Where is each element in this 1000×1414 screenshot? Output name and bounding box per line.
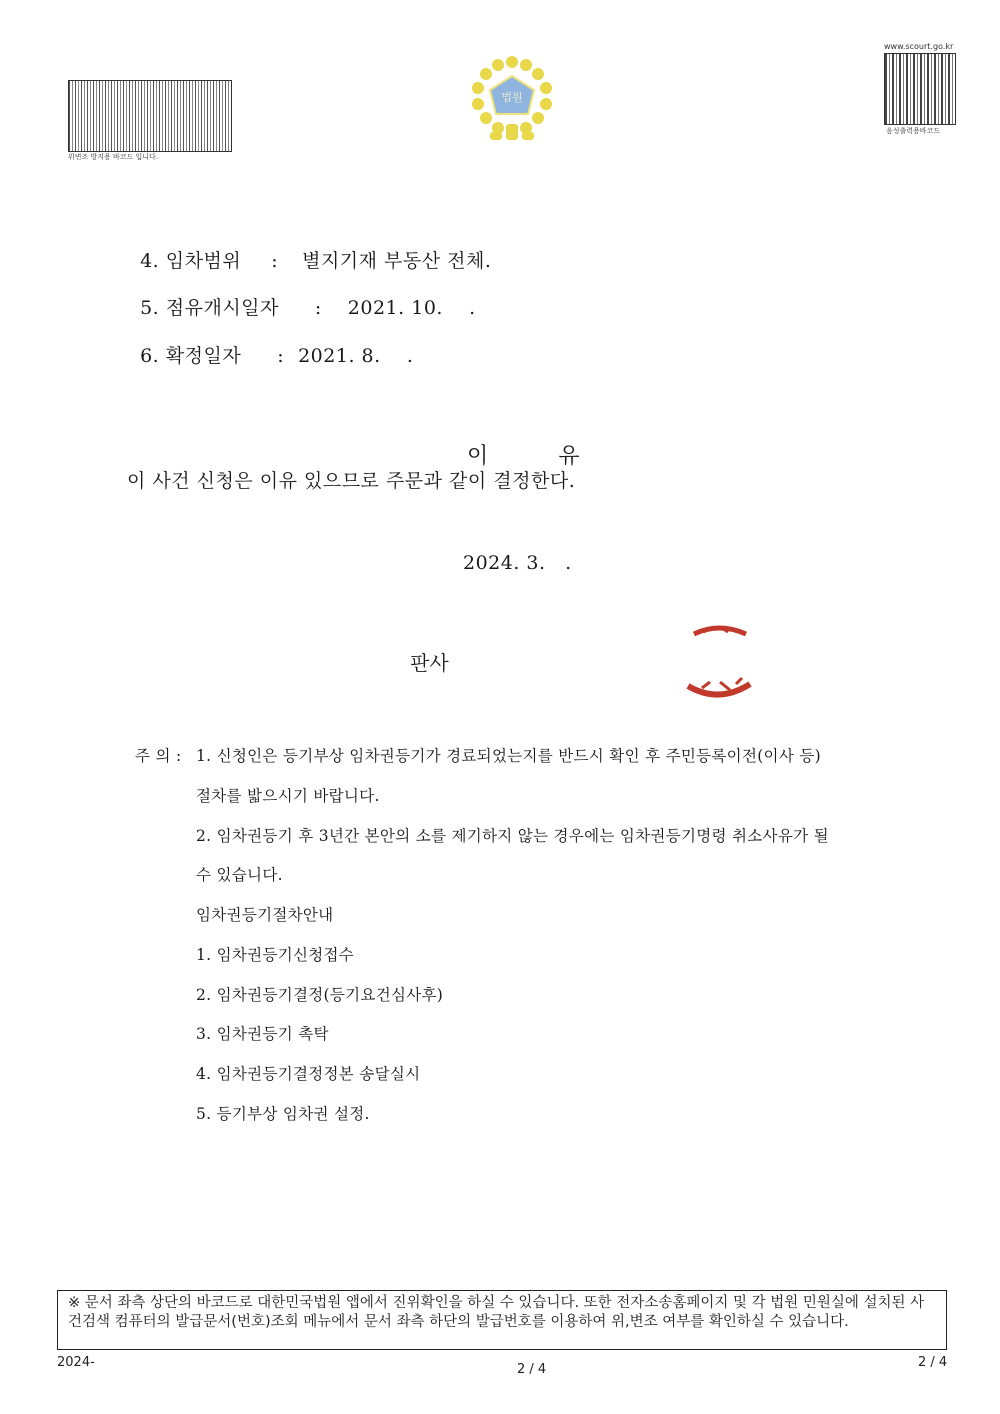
court-seal bbox=[684, 622, 754, 702]
notice-line: 임차권등기절차안내 bbox=[196, 906, 334, 924]
detail-sep: : bbox=[314, 297, 322, 319]
detail-sep: : bbox=[271, 250, 279, 272]
notice-line: 4. 임차권등기결정정본 송달실시 bbox=[196, 1065, 421, 1083]
emblem-text: 법원 bbox=[501, 91, 523, 104]
notice-line: 절차를 밟으시기 바랍니다. bbox=[196, 787, 380, 805]
decision-date: 2024. 3. . bbox=[463, 552, 572, 574]
detail-lease-scope bbox=[127, 224, 491, 273]
detail-value: 2021. 8. . bbox=[298, 345, 414, 367]
barcode-caption: 위변조 방지용 바코드 입니다. bbox=[68, 153, 159, 161]
notice-line: 1. 신청인은 등기부상 임차권등기가 경료되었는지를 반드시 확인 후 주민등록이전(이사 등) bbox=[196, 747, 821, 765]
notice-line: 수 있습니다. bbox=[196, 866, 283, 884]
page-number-right: 2 / 4 bbox=[918, 1355, 948, 1370]
notice-line: 5. 등기부상 임차권 설정. bbox=[196, 1105, 370, 1123]
detail-value: 별지기재 부동산 전체. bbox=[302, 250, 492, 272]
reason-heading bbox=[453, 414, 580, 470]
notice-line: 1. 임차권등기신청접수 bbox=[196, 946, 355, 964]
verification-barcode bbox=[68, 80, 232, 152]
audio-barcode bbox=[884, 53, 956, 125]
verification-notice: ※ 문서 좌측 상단의 바코드로 대한민국법원 앱에서 진위확인을 하실 수 있습니다. 또한 전자소송홈페이지 및 각 법원 민원실에 설치된 사건검색 컴퓨터의 발급문서(번호)조회 메뉴에서 문서 좌측 하단의 발급번호를 이용하여 위,변조 여부를 확인하실 수 있습니다. bbox=[57, 1290, 947, 1350]
detail-occupancy-date bbox=[127, 271, 476, 320]
detail-fixed-date bbox=[127, 319, 413, 368]
reason-text: 이 사건 신청은 이유 있으므로 주문과 같이 결정한다. bbox=[127, 470, 576, 492]
notice-line: 3. 임차권등기 촉탁 bbox=[196, 1025, 329, 1043]
notice-label: 주 의 : bbox=[135, 747, 182, 765]
detail-value: 2021. 10. . bbox=[347, 297, 476, 319]
notice-line: 2. 임차권등기결정(등기요건심사후) bbox=[196, 986, 444, 1004]
detail-label: 5. 점유개시일자 bbox=[140, 297, 279, 319]
judge-label: 판사 bbox=[410, 651, 449, 675]
issue-number: 2024- bbox=[57, 1355, 95, 1370]
site-url: www.scourt.go.kr bbox=[884, 42, 954, 51]
detail-label: 6. 확정일자 bbox=[140, 345, 242, 367]
detail-sep: : bbox=[277, 345, 285, 367]
audio-barcode-caption: 음성출력용바코드 bbox=[886, 127, 941, 135]
reason-heading-right: 유 bbox=[558, 444, 580, 469]
detail-label: 4. 임차범위 bbox=[140, 250, 242, 272]
notice-line: 2. 임차권등기 후 3년간 본안의 소를 제기하지 않는 경우에는 임차권등기명령 취소사유가 될 bbox=[196, 827, 829, 845]
reason-heading-left: 이 bbox=[467, 444, 489, 469]
page-number-center: 2 / 4 bbox=[517, 1362, 547, 1377]
